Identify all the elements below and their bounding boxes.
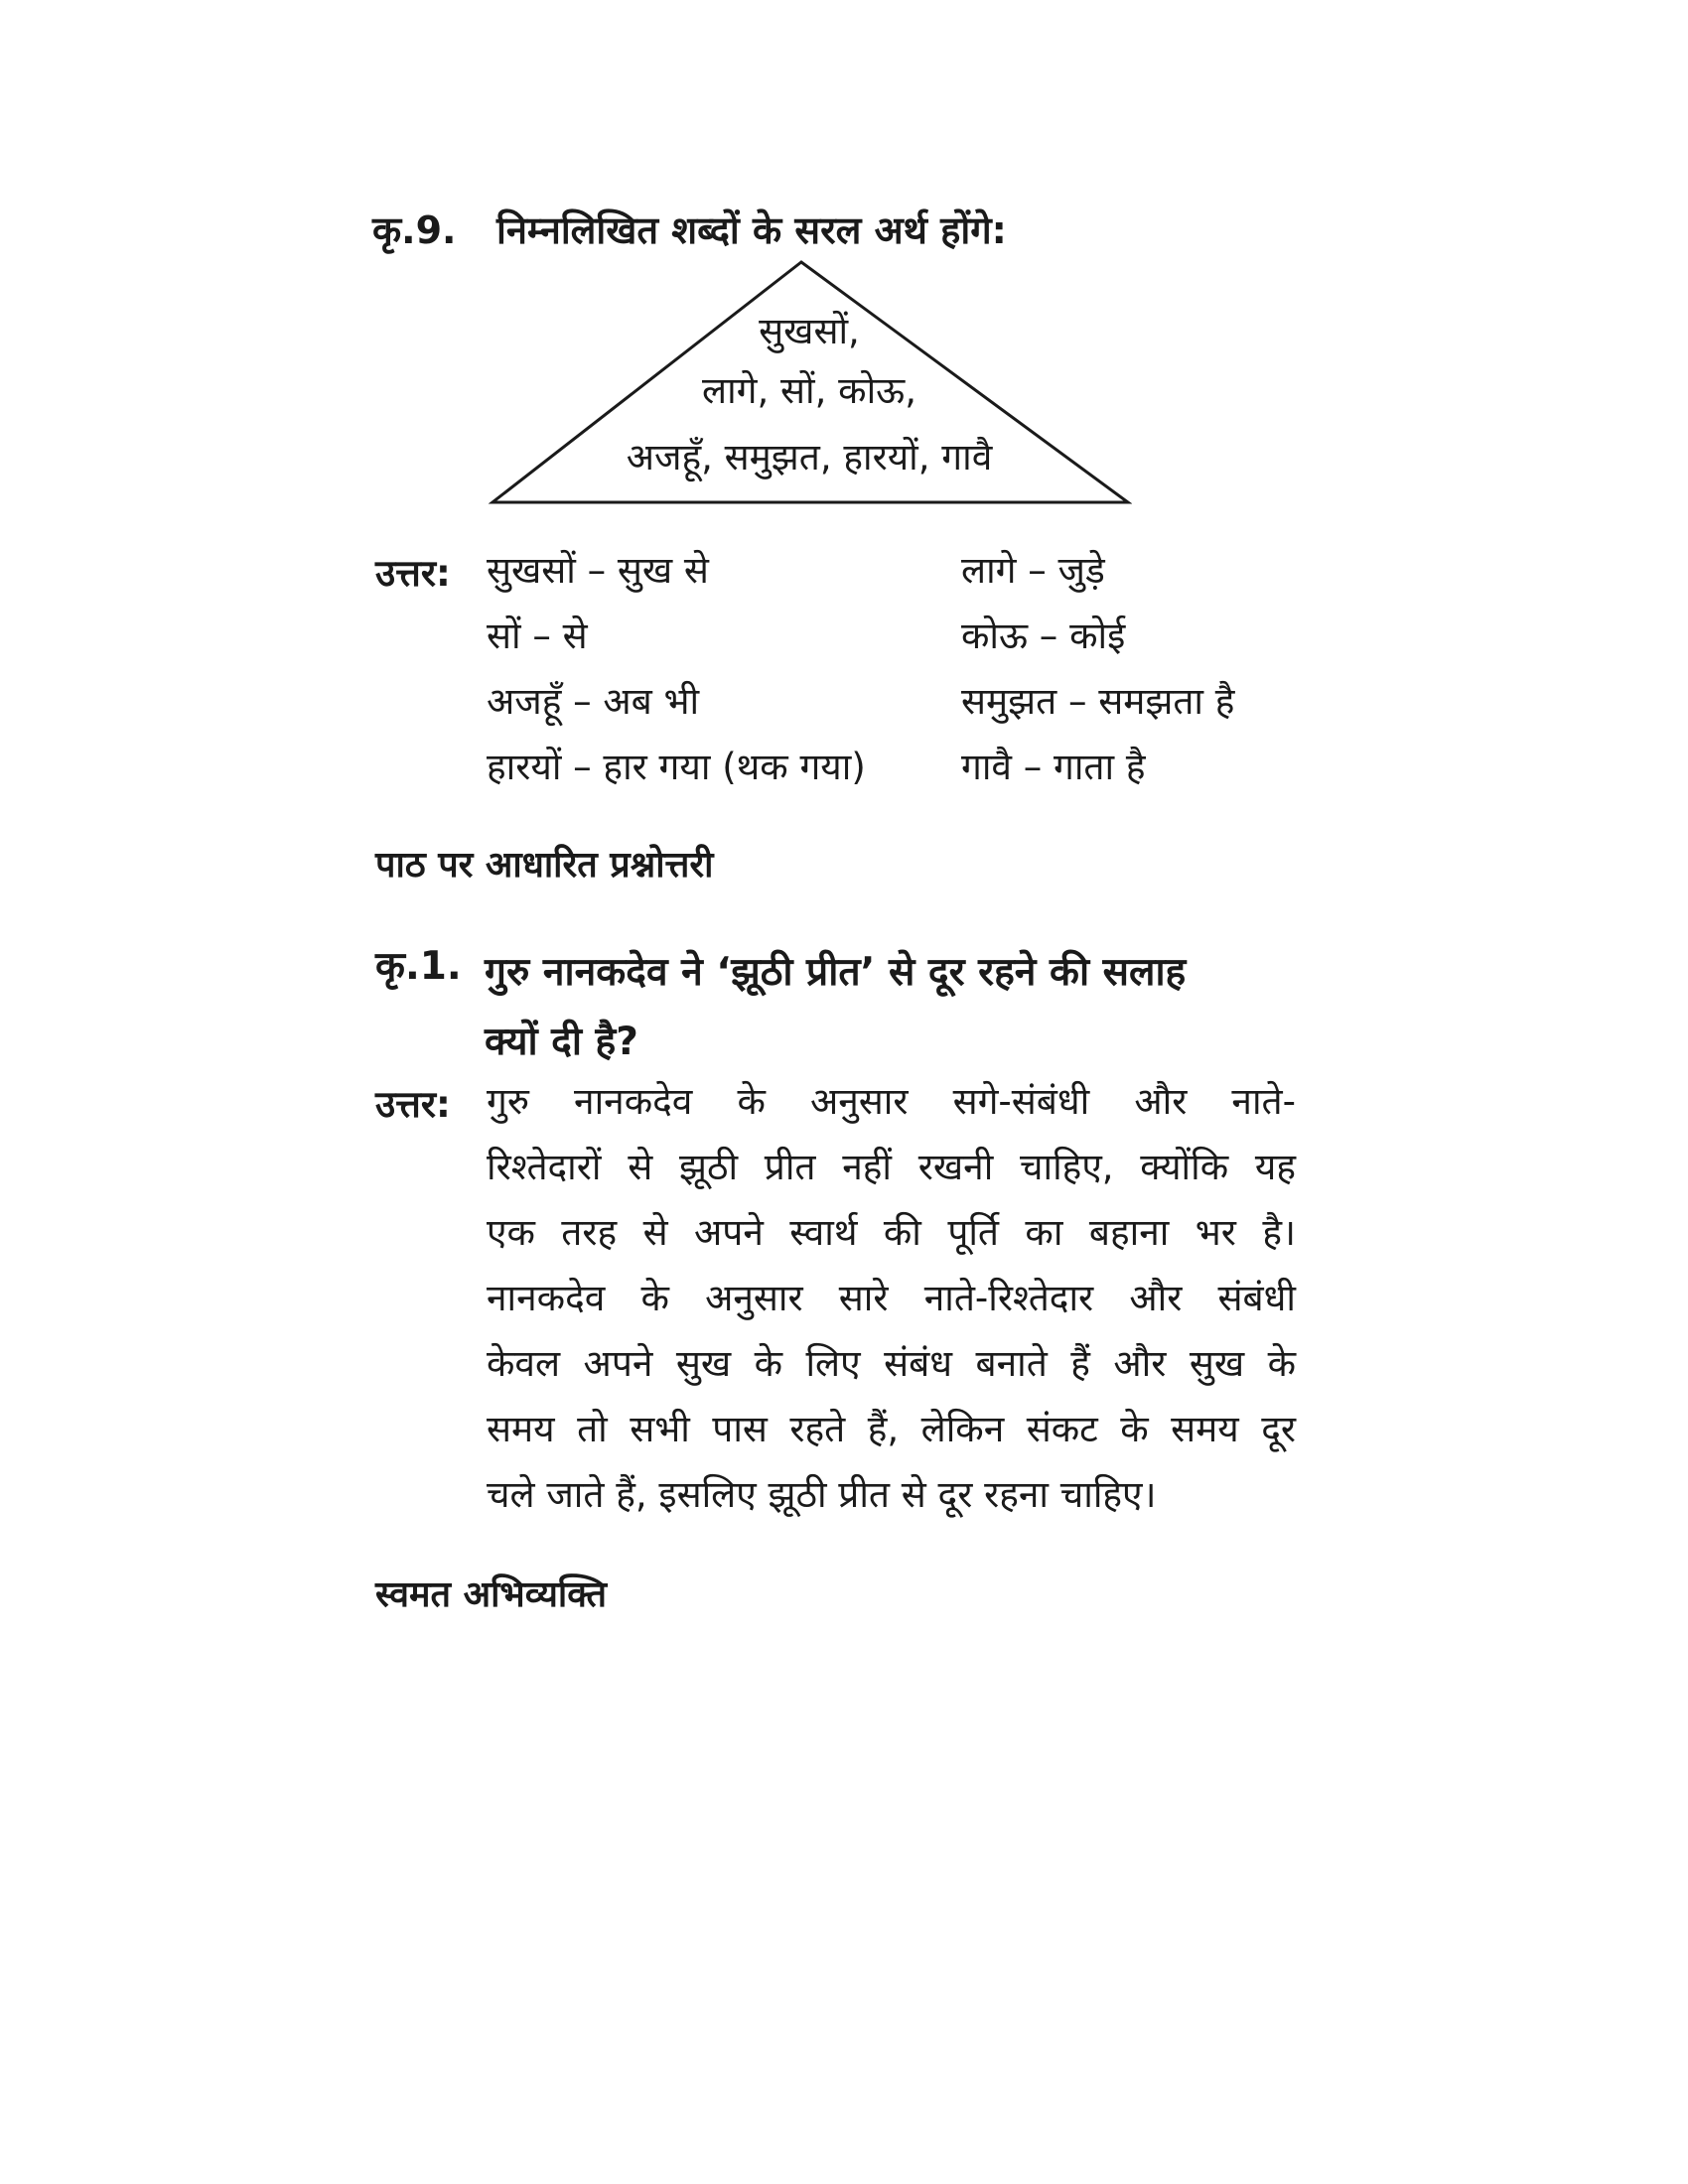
answer-label: उत्तर:	[375, 552, 451, 595]
answer-line: रिश्तेदारों से झूठी प्रीत नहीं रखनी चाहिए, क्योंकि यह	[487, 1146, 1296, 1188]
triangle-line-2: लागे, सों, कोऊ,	[702, 369, 916, 412]
answer-line: समय तो सभी पास रहते हैं, लेकिन संकट के समय दूर	[487, 1408, 1296, 1450]
answer-line: केवल अपने सुख के लिए संबंध बनाते हैं और सुख के	[487, 1342, 1296, 1385]
question-9	[372, 204, 1007, 255]
meaning-item: सुखसों – सुख से	[487, 549, 709, 592]
answer-paragraph	[487, 1077, 1296, 1536]
question-number: कृ.1.	[375, 944, 462, 989]
section-heading: स्वमत अभिव्यक्ति	[375, 1574, 608, 1615]
answer-line: चले जाते हैं, इसलिए झूठी प्रीत से दूर रहना चाहिए।	[487, 1473, 1157, 1516]
triangle-line-3: अजहूँ, समुझत, हारयों, गावै	[626, 436, 993, 478]
meanings-right-column	[961, 546, 1234, 808]
word-triangle	[487, 256, 1132, 509]
answer-line: गुरु नानकदेव के अनुसार सगे-संबंधी और नाते-	[487, 1080, 1296, 1123]
meaning-item: गावै – गाता है	[961, 746, 1146, 788]
answer-label: उत्तर:	[375, 1083, 451, 1126]
section-heading: पाठ पर आधारित प्रश्नोत्तरी	[375, 845, 714, 886]
meaning-item: हारयों – हार गया (थक गया)	[487, 746, 866, 788]
meaning-item: लागे – जुड़े	[961, 549, 1105, 592]
meaning-item: कोऊ – कोई	[961, 614, 1126, 657]
answer-line: नानकदेव के अनुसार सारे नाते-रिश्तेदार और संबंधी	[487, 1277, 1296, 1319]
triangle-line-1: सुखसों,	[759, 310, 860, 352]
answer-line: एक तरह से अपने स्वार्थ की पूर्ति का बहाना भर है।	[487, 1211, 1296, 1254]
question-number: कृ.9.	[372, 208, 457, 252]
question-text-line-1: गुरु नानकदेव ने ‘झूठी प्रीत’ से दूर रहने की सलाह	[485, 950, 1187, 995]
meaning-item: सों – से	[487, 614, 588, 657]
meaning-item: अजहूँ – अब भी	[487, 680, 700, 723]
meaning-item: समुझत – समझता है	[961, 680, 1235, 723]
meanings-left-column	[487, 546, 866, 808]
question-text: निम्नलिखित शब्दों के सरल अर्थ होंगे:	[496, 208, 1007, 252]
question-text-line-2: क्यों दी है?	[485, 1020, 638, 1064]
